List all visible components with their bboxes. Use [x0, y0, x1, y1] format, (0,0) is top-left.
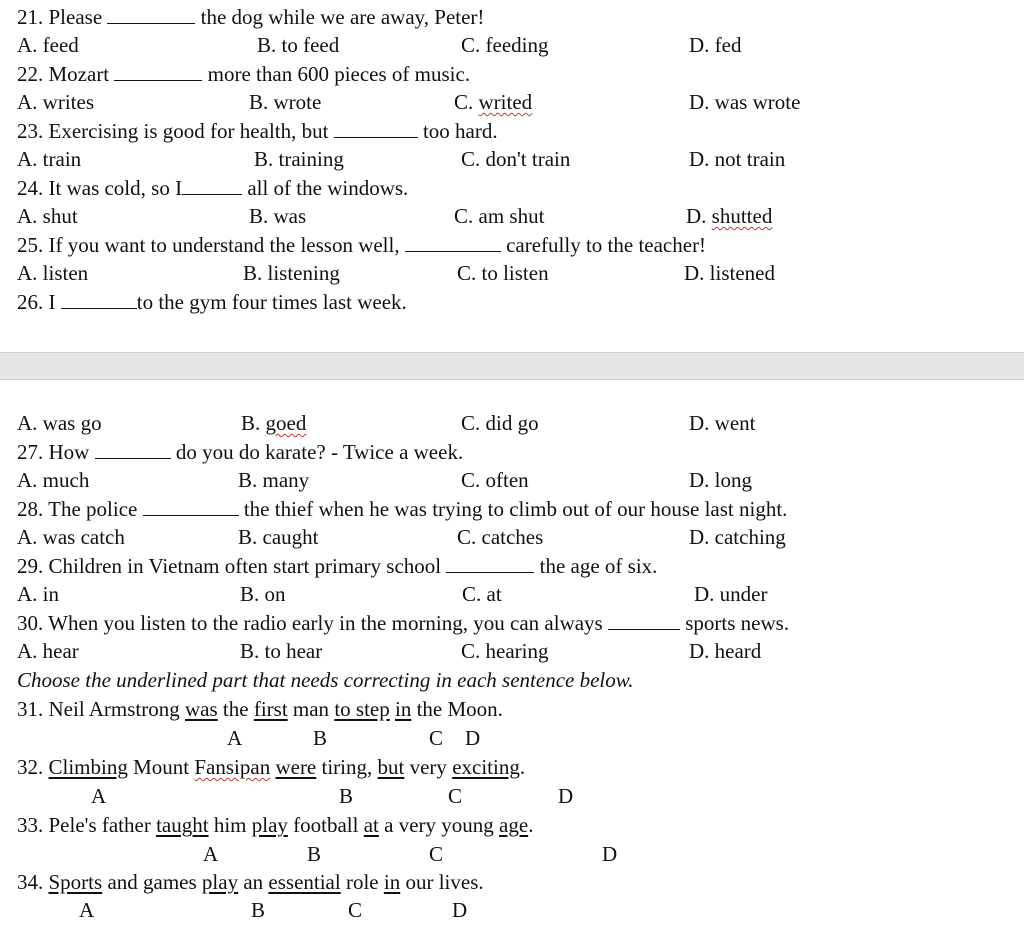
letter-c: C — [448, 784, 463, 808]
option-b: B. goed — [241, 411, 307, 435]
letter-d: D — [558, 784, 574, 808]
question-21: 21. Please the dog while we are away, Peter! — [17, 5, 485, 29]
answer-blank — [405, 233, 501, 252]
option-c: C. am shut — [454, 204, 545, 228]
underlined-part-a: was — [185, 697, 218, 721]
option-a: A. hear — [17, 639, 79, 663]
question-22: 22. Mozart more than 600 pieces of music. — [17, 62, 471, 86]
option-b: B. to hear — [240, 639, 323, 663]
spelling-flag: writed — [478, 90, 533, 114]
letter-c: C — [348, 898, 363, 922]
option-a: A. was catch — [17, 525, 125, 549]
answer-blank — [107, 5, 195, 24]
spelling-flag: shutted — [711, 204, 773, 228]
option-b: B. wrote — [249, 90, 322, 114]
option-c: C. writed — [454, 90, 533, 114]
underlined-part-d: exciting — [452, 755, 520, 779]
option-c: C. often — [461, 468, 529, 492]
option-b: B. on — [240, 582, 286, 606]
letter-c: C — [429, 842, 444, 866]
option-c: C. feeding — [461, 33, 549, 57]
letter-b: B — [339, 784, 354, 808]
question-33: 33. Pele's father taught him play football at a very young age. — [17, 813, 534, 837]
question-28: 28. The police the thief when he was trying to climb out of our house last night. — [17, 497, 788, 521]
answer-blank — [143, 497, 239, 516]
letter-a: A — [91, 784, 107, 808]
option-b: B. to feed — [257, 33, 340, 57]
letter-d: D — [465, 726, 481, 750]
option-a: A. writes — [17, 90, 94, 114]
underlined-part-b: play — [251, 813, 288, 837]
letter-a: A — [203, 842, 219, 866]
letter-a: A — [79, 898, 95, 922]
option-a: A. much — [17, 468, 90, 492]
section-instruction: Choose the underlined part that needs correcting in each sentence below. — [17, 668, 634, 692]
answer-blank — [61, 290, 137, 309]
underlined-part-a: taught — [156, 813, 209, 837]
answer-blank — [182, 176, 242, 195]
answer-blank — [114, 62, 202, 81]
option-b: B. caught — [238, 525, 319, 549]
question-29: 29. Children in Vietnam often start primary school the age of six. — [17, 554, 658, 578]
letter-d: D — [602, 842, 618, 866]
option-a: A. was go — [17, 411, 102, 435]
question-23: 23. Exercising is good for health, but too hard. — [17, 119, 498, 143]
option-a: A. train — [17, 147, 82, 171]
question-32: 32. Climbing Mount Fansipan were tiring, but very exciting. — [17, 755, 526, 779]
question-34: 34. Sports and games play an essential role in our lives. — [17, 870, 484, 894]
letter-c: C — [429, 726, 444, 750]
underlined-part-b: play — [201, 870, 239, 894]
underlined-part-c: at — [363, 813, 379, 837]
option-d: D. under — [694, 582, 768, 606]
question-31: 31. Neil Armstrong was the first man to step in the Moon. — [17, 697, 503, 721]
option-d: D. went — [689, 411, 756, 435]
question-27: 27. How do you do karate? - Twice a week. — [17, 440, 464, 464]
option-a: A. shut — [17, 204, 78, 228]
option-d: D. was wrote — [689, 90, 801, 114]
underlined-part-c: essential — [268, 870, 341, 894]
option-c: C. catches — [457, 525, 544, 549]
page-break-divider — [0, 352, 1024, 380]
letter-b: B — [313, 726, 328, 750]
option-a: A. in — [17, 582, 59, 606]
option-b: B. training — [254, 147, 344, 171]
option-b: B. was — [249, 204, 307, 228]
option-d: D. shutted — [686, 204, 773, 228]
option-d: D. catching — [689, 525, 786, 549]
underlined-part-d: in — [383, 870, 401, 894]
question-26: 26. I to the gym four times last week. — [17, 290, 407, 314]
question-25: 25. If you want to understand the lesson well, carefully to the teacher! — [17, 233, 707, 257]
underlined-part-a: Climbing — [48, 755, 128, 779]
option-b: B. listening — [243, 261, 340, 285]
option-b: B. many — [238, 468, 310, 492]
spelling-flag: Fansipan — [194, 755, 271, 779]
question-30: 30. When you listen to the radio early in the morning, you can always sports news. — [17, 611, 790, 635]
letter-a: A — [227, 726, 243, 750]
underlined-part-a: Sports — [48, 870, 103, 894]
option-a: A. listen — [17, 261, 89, 285]
option-c: C. don't train — [461, 147, 571, 171]
option-c: C. at — [462, 582, 502, 606]
letter-b: B — [251, 898, 266, 922]
underlined-part-d: age — [499, 813, 529, 837]
option-d: D. not train — [689, 147, 786, 171]
underlined-part-c: but — [377, 755, 405, 779]
spelling-flag: goed — [265, 411, 307, 435]
letter-b: B — [307, 842, 322, 866]
underlined-part-c: to step — [334, 697, 390, 721]
underlined-part-b: first — [253, 697, 288, 721]
option-d: D. listened — [684, 261, 775, 285]
option-d: D. fed — [689, 33, 742, 57]
underlined-part-b: were — [275, 755, 317, 779]
option-d: D. heard — [689, 639, 762, 663]
letter-d: D — [452, 898, 468, 922]
option-a: A. feed — [17, 33, 79, 57]
answer-blank — [334, 119, 418, 138]
answer-blank — [608, 611, 680, 630]
question-24: 24. It was cold, so I all of the windows. — [17, 176, 409, 200]
answer-blank — [95, 440, 171, 459]
underlined-part-d: in — [394, 697, 412, 721]
option-c: C. hearing — [461, 639, 549, 663]
option-c: C. to listen — [457, 261, 549, 285]
option-c: C. did go — [461, 411, 539, 435]
option-d: D. long — [689, 468, 752, 492]
answer-blank — [446, 554, 534, 573]
